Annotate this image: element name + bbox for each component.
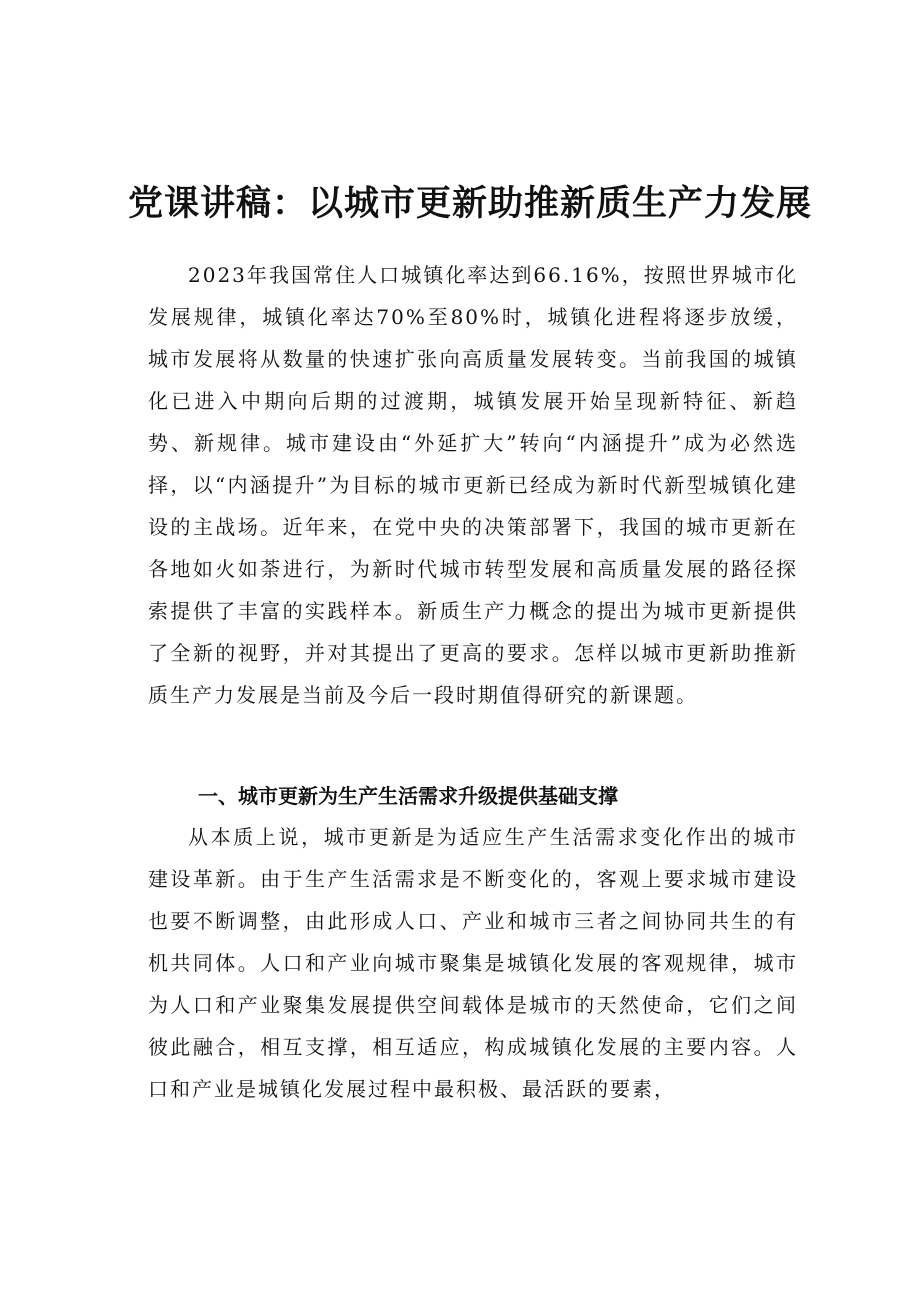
document-title: 党课讲稿：以城市更新助推新质生产力发展 bbox=[127, 183, 812, 225]
intro-paragraph: 2023年我国常住人口城镇化率达到66.16%，按照世界城市化发展规律，城镇化率达70%至80%时，城镇化进程将逐步放缓，城市发展将从数量的快速扩张向高质量发展转变。当前我国的城镇化已进入中期向后期的过渡期，城镇发展开始呈现新特征、新趋势、新规律。城市建设由“外延扩大”转向“内涵提升”成为必然选择，以“内涵提升”为目标的城市更新已经成为新时代新型城镇化建设的主战场。近年来，在党中央的决策部署下，我国的城市更新在各地如火如荼进行，为新时代城市转型发展和高质量发展的路径探索提供了丰富的实践样本。新质生产力概念的提出为城市更新提供了全新的视野，并对其提出了更高的要求。怎样以城市更新助推新质生产力发展是当前及今后一段时期值得研究的新课题。 bbox=[148, 263, 798, 707]
section-heading: 一、城市更新为生产生活需求升级提供基础支撑 bbox=[198, 784, 618, 808]
section-paragraph: 从本质上说，城市更新是为适应生产生活需求变化作出的城市建设革新。由于生产生活需求是不断变化的，客观上要求城市建设也要不断调整，由此形成人口、产业和城市三者之间协同共生的有机共同体。人口和产业向城市聚集是城镇化发展的客观规律，城市为人口和产业聚集发展提供空间载体是城市的天然使命，它们之间彼此融合，相互支撑，相互适应，构成城镇化发展的主要内容。人口和产业是城镇化发展过程中最积极、最活跃的要素， bbox=[148, 825, 798, 1101]
